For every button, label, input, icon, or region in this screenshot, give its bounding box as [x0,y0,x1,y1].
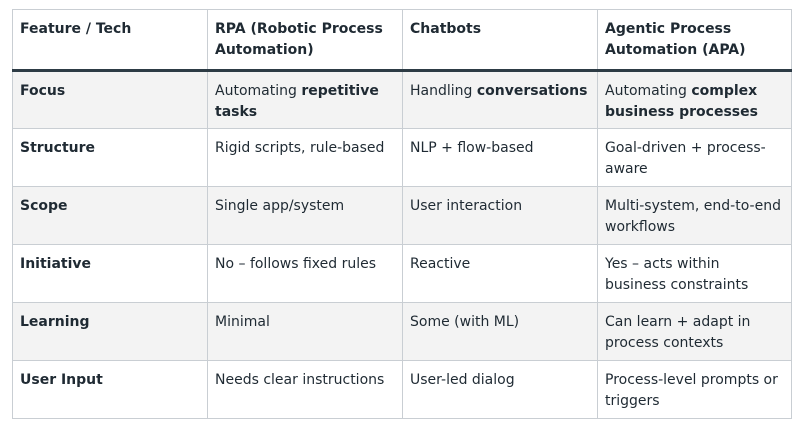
cell-text: Process-level prompts or triggers [605,372,778,409]
comparison-table [12,9,792,419]
header-row [13,10,792,71]
header-rpa: RPA (Robotic Process Automation) [208,10,403,71]
feature-cell: Scope [13,187,208,245]
cell-text: Multi-system, end-to-end workflows [605,198,781,235]
chatbots-cell [403,71,598,129]
cell-text: User interaction [410,198,523,214]
cell-text: Automating [215,83,302,99]
chatbots-cell [403,361,598,419]
feature-cell: Structure [13,129,208,187]
table-row [13,187,792,245]
feature-cell: Initiative [13,245,208,303]
apa-cell [598,71,792,129]
cell-text-bold: complex business processes [605,83,758,120]
feature-cell: Focus [13,71,208,129]
apa-cell [598,303,792,361]
cell-text: Rigid scripts, rule-based [215,140,385,156]
chatbots-cell [403,129,598,187]
table-row [13,245,792,303]
rpa-cell [208,361,403,419]
cell-text-bold: repetitive tasks [215,83,379,120]
rpa-cell [208,129,403,187]
table-row [13,129,792,187]
table-header [13,10,792,71]
cell-text: Handling [410,83,477,99]
chatbots-cell [403,245,598,303]
table-row [13,71,792,129]
cell-text: NLP + flow-based [410,140,534,156]
rpa-cell [208,71,403,129]
cell-text: No – follows fixed rules [215,256,377,272]
apa-cell [598,361,792,419]
header-feature: Feature / Tech [13,10,208,71]
cell-text-bold: conversations [476,83,588,99]
apa-cell [598,245,792,303]
cell-text: Automating [605,83,692,99]
cell-text: Reactive [410,256,471,272]
cell-text: Goal-driven + process-aware [605,140,766,177]
feature-cell: Learning [13,303,208,361]
cell-text: Can learn + adapt in process contexts [605,314,751,351]
apa-cell [598,129,792,187]
cell-text: Some (with ML) [410,314,520,330]
cell-text: Needs clear instructions [215,372,385,388]
header-chatbots: Chatbots [403,10,598,71]
chatbots-cell [403,187,598,245]
cell-text: User-led dialog [410,372,515,388]
table-row [13,361,792,419]
apa-cell [598,187,792,245]
rpa-cell [208,187,403,245]
feature-cell: User Input [13,361,208,419]
rpa-cell [208,245,403,303]
cell-text: Yes – acts within business constraints [605,256,749,293]
chatbots-cell [403,303,598,361]
table-row [13,303,792,361]
header-apa: Agentic Process Automation (APA) [598,10,792,71]
table-body [13,71,792,419]
cell-text: Minimal [215,314,270,330]
rpa-cell [208,303,403,361]
cell-text: Single app/system [215,198,345,214]
comparison-table-container [12,9,791,419]
